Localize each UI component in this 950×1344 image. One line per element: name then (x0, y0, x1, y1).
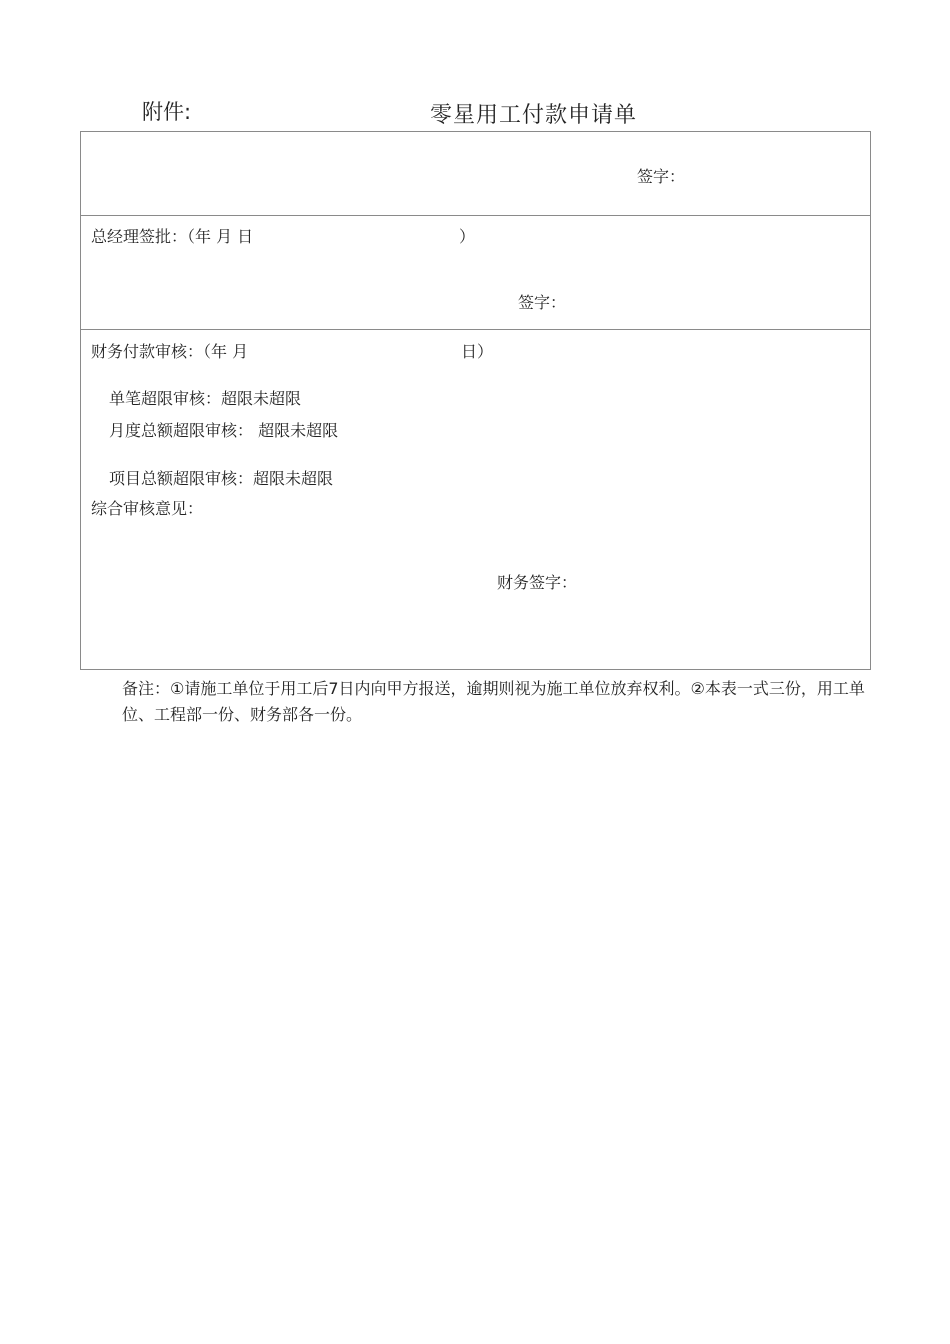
single-limit-review: 单笔超限审核：超限未超限 (109, 389, 302, 408)
signature-label-top: 签字： (637, 167, 686, 186)
overall-opinion-label: 综合审核意见： (91, 499, 204, 518)
form-table (80, 131, 871, 670)
finance-signature-label: 财务签字： (497, 573, 578, 592)
monthly-limit-review: 月度总额超限审核： 超限未超限 (109, 421, 339, 440)
remark-note: 备注：①请施工单位于用工后7日内向甲方报送，逾期则视为施工单位放弃权利。②本表一式三份，用工单位、工程部一份、财务部各一份。 (122, 679, 865, 724)
gm-approval-label: 总经理签批：（年 月 日 (91, 227, 254, 246)
project-limit-review: 项目总额超限审核：超限未超限 (109, 469, 334, 488)
form-title: 零星用工付款申请单 (430, 103, 638, 128)
finance-review-day: 日） (461, 342, 494, 361)
gm-approval-close-paren: ） (459, 227, 476, 246)
gm-signature-label: 签字： (518, 293, 567, 312)
finance-review-label: 财务付款审核：（年 月 (91, 342, 249, 361)
attachment-label: 附件: (142, 100, 192, 124)
row-divider-2 (81, 329, 870, 330)
row-divider-1 (81, 215, 870, 216)
